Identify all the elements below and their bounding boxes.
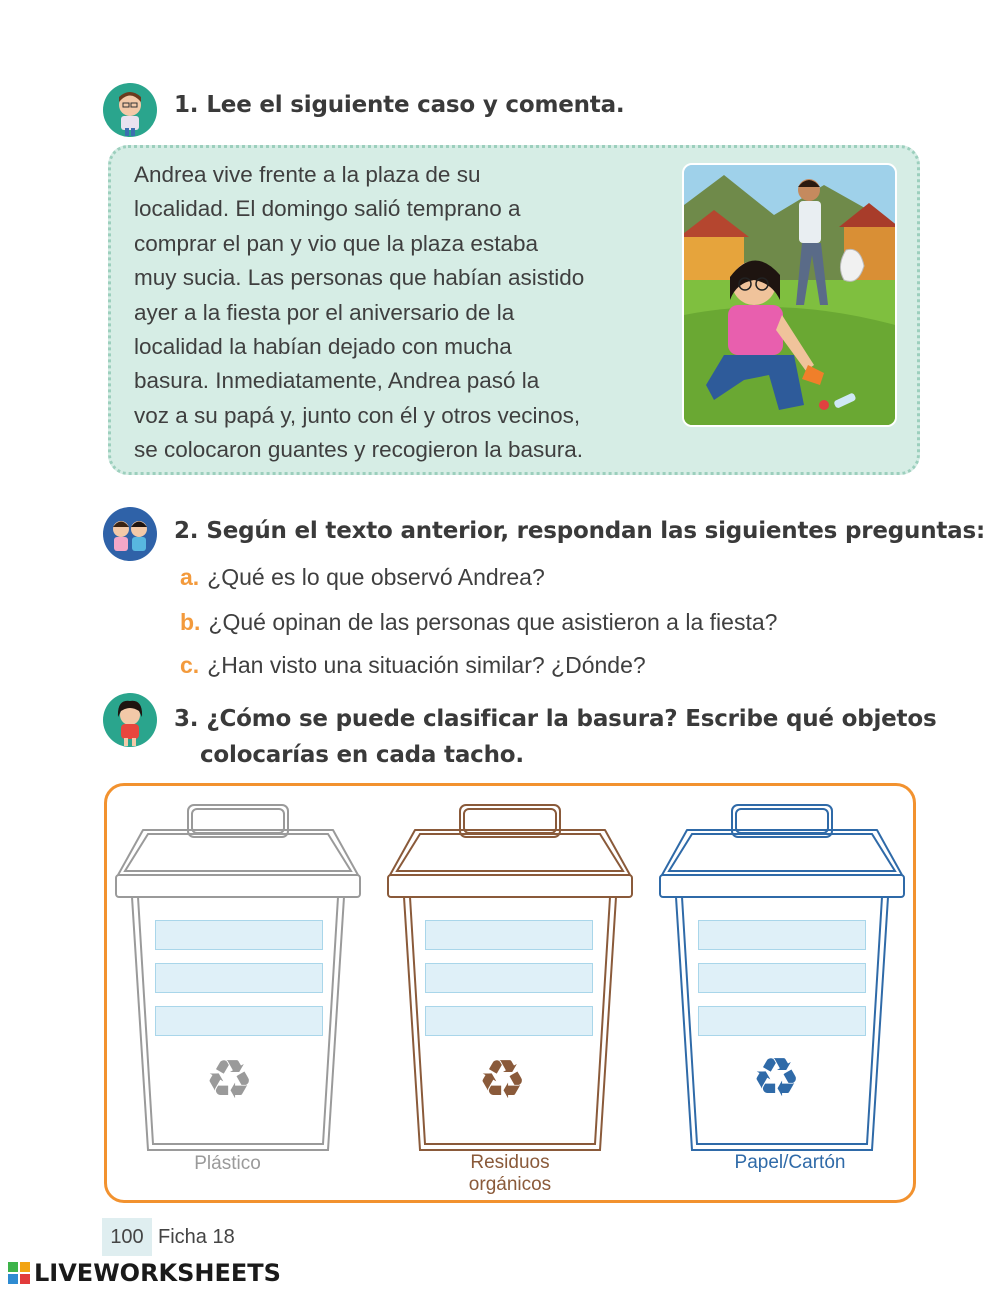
case-line: voz a su papá y, junto con él y otros vecinos,	[134, 402, 581, 428]
paper-bin-label	[700, 1152, 880, 1174]
girl-avatar-icon	[103, 693, 157, 747]
question-text: ¿Han visto una situación similar? ¿Dónde?	[207, 652, 646, 678]
case-line: basura. Inmediatamente, Andrea pasó la	[134, 368, 540, 394]
case-line: localidad la habían dejado con mucha	[134, 334, 512, 360]
question-c	[180, 652, 646, 679]
case-line: se colocaron guantes y recogieron la basura.	[134, 437, 584, 463]
recycle-icon: ♻	[205, 1050, 254, 1110]
section3-title-line2: colocarías en cada tacho.	[200, 742, 524, 768]
answer-slot[interactable]	[698, 1006, 866, 1036]
section2-number: 2.	[174, 518, 199, 544]
case-line: Andrea vive frente a la plaza de su	[134, 162, 481, 187]
bin-label-line1: Residuos	[470, 1152, 550, 1173]
section3-title-line1: ¿Cómo se puede clasificar la basura? Escribe qué objetos	[206, 706, 937, 732]
question-b	[180, 609, 777, 636]
case-line: localidad. El domingo salió temprano a	[134, 196, 521, 222]
section1-number: 1.	[174, 92, 199, 118]
bin-label-line1: Plástico	[194, 1153, 261, 1174]
liveworksheets-blocks-icon	[8, 1262, 30, 1284]
recycle-icon: ♻	[752, 1048, 801, 1108]
answer-slot[interactable]	[425, 963, 593, 993]
cleanup-illustration	[682, 163, 897, 427]
section3-number: 3.	[174, 706, 199, 732]
section1-title: Lee el siguiente caso y comenta.	[206, 92, 625, 118]
question-letter: c.	[180, 652, 200, 678]
answer-slot[interactable]	[698, 920, 866, 950]
question-letter: a.	[180, 564, 200, 590]
section2-heading	[174, 518, 985, 544]
answer-slot[interactable]	[425, 1006, 593, 1036]
section2-title: Según el texto anterior, respondan las siguientes preguntas:	[206, 518, 985, 544]
question-text: ¿Qué es lo que observó Andrea?	[207, 564, 545, 590]
boy-avatar-icon	[103, 83, 157, 137]
answer-slot[interactable]	[155, 920, 323, 950]
section1-heading	[174, 92, 624, 118]
question-letter: b.	[180, 609, 201, 635]
page-number: 100	[102, 1218, 152, 1256]
bin-label-line1: Papel/Cartón	[734, 1152, 846, 1173]
section3-heading-line1	[174, 706, 936, 732]
question-text: ¿Qué opinan de las personas que asistieron a la fiesta?	[208, 609, 778, 635]
answer-slot[interactable]	[425, 920, 593, 950]
recycle-icon: ♻	[478, 1050, 527, 1110]
kids-avatar-icon	[103, 507, 157, 561]
liveworksheets-logo[interactable]	[8, 1259, 281, 1287]
bin-label-line2: orgánicos	[468, 1174, 552, 1195]
organic-bin-label	[430, 1152, 590, 1196]
ficha-label: Ficha 18	[158, 1226, 235, 1248]
plastic-bin-label	[150, 1153, 305, 1175]
case-text	[134, 158, 694, 468]
case-line: ayer a la fiesta por el aniversario de la	[134, 299, 515, 325]
liveworksheets-brand: LIVEWORKSHEETS	[34, 1259, 281, 1287]
answer-slot[interactable]	[698, 963, 866, 993]
answer-slot[interactable]	[155, 1006, 323, 1036]
case-line: muy sucia. Las personas que habían asistido	[134, 265, 585, 291]
answer-slot[interactable]	[155, 963, 323, 993]
question-a	[180, 564, 545, 591]
case-line: comprar el pan y vio que la plaza estaba	[134, 230, 538, 256]
